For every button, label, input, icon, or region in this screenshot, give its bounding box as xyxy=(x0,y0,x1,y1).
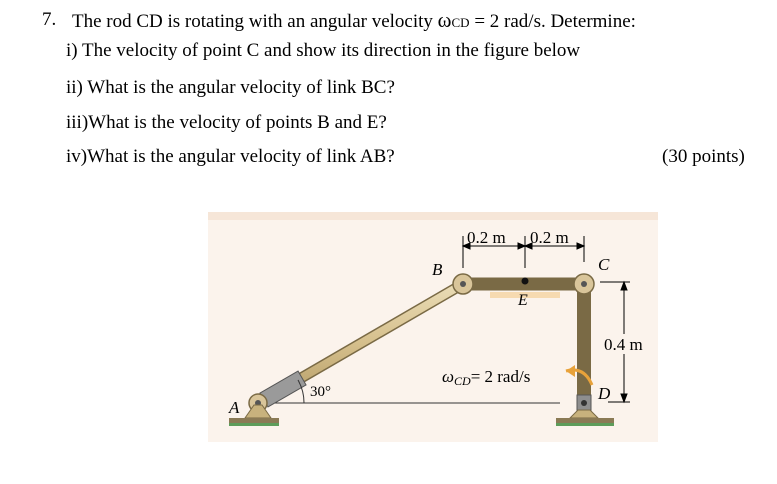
label-c: C xyxy=(598,255,610,274)
part-4: iv)What is the angular velocity of link AB? xyxy=(66,146,395,167)
dim-right-label: 0.2 m xyxy=(530,228,569,247)
label-d: D xyxy=(598,384,611,403)
angle-label: 30° xyxy=(310,384,331,400)
part-3: iii)What is the velocity of points B and E? xyxy=(66,112,387,133)
part-1: i) The velocity of point C and show its direction in the figure below xyxy=(66,40,581,61)
question-number: 7. xyxy=(42,9,57,30)
label-e: E xyxy=(518,292,528,309)
part-2: ii) What is the angular velocity of link BC? xyxy=(66,77,395,98)
dim-left-label: 0.2 m xyxy=(467,228,506,247)
pin-e xyxy=(522,278,529,285)
omega-symbol: ω xyxy=(437,8,452,32)
pin-c xyxy=(574,274,594,294)
omega-subscript: CD xyxy=(451,15,470,30)
omega-label-symbol: ω xyxy=(442,367,455,386)
omega-label-sub: CD xyxy=(454,374,471,388)
stem-before: The rod CD is rotating with an angular velocity xyxy=(72,11,433,32)
pin-b xyxy=(453,274,473,294)
points-label: (30 points) xyxy=(662,146,745,167)
omega-label-value: = 2 rad/s xyxy=(470,367,531,386)
stem-after: = 2 rad/s. Determine: xyxy=(474,11,636,32)
dim-vertical-label: 0.4 m xyxy=(604,335,643,354)
label-b: B xyxy=(432,260,443,279)
label-a: A xyxy=(229,398,240,417)
